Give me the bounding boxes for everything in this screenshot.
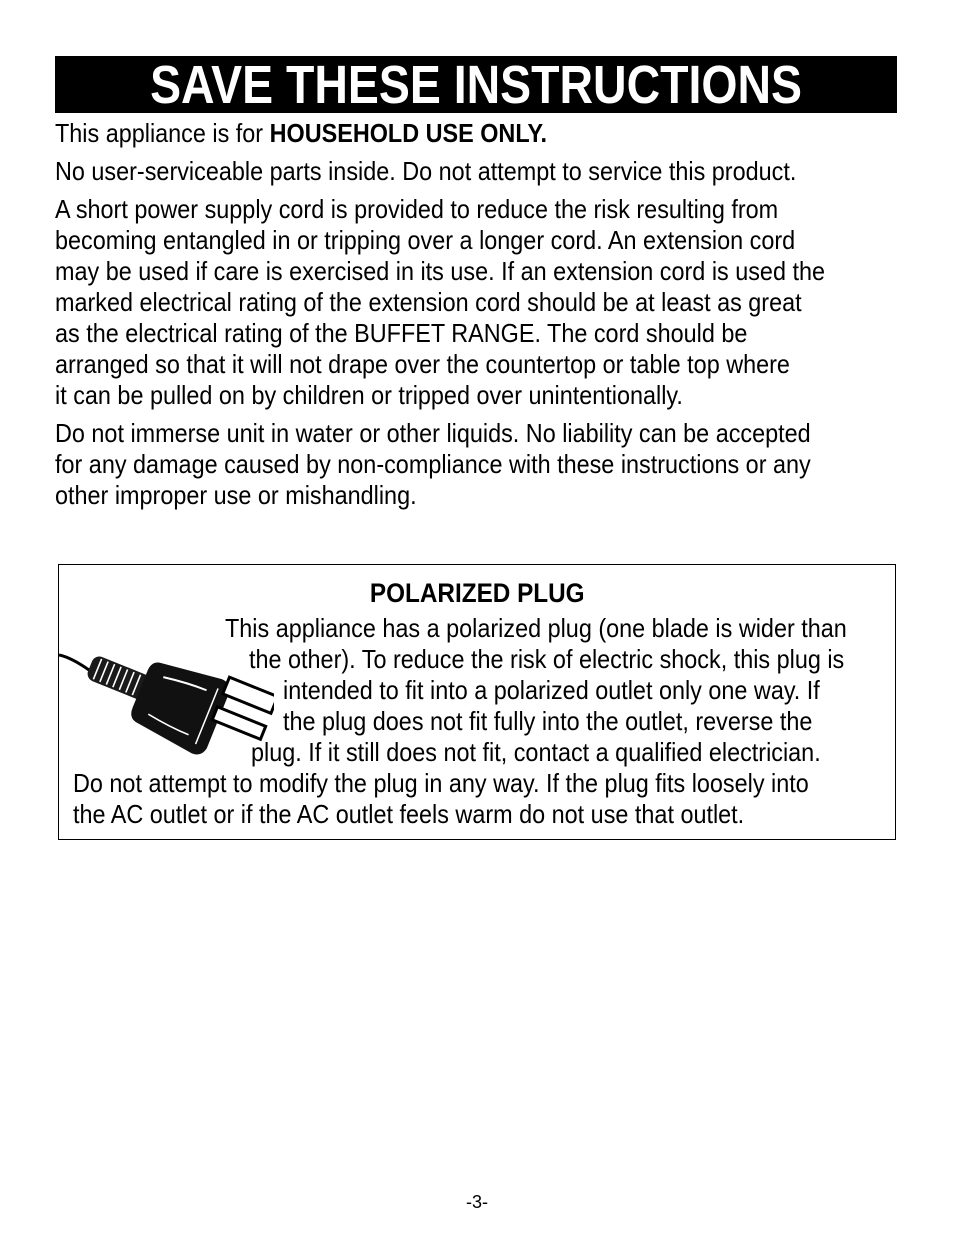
cord-line: may be used if care is exercised in its use. If an extension cord is used the [55, 256, 826, 286]
immerse-paragraph [55, 418, 900, 511]
polarized-plug-heading: POLARIZED PLUG [369, 578, 585, 608]
plug-text-line: the other). To reduce the risk of electric shock, this plug is [249, 644, 845, 674]
household-paragraph [55, 118, 900, 149]
plug-text-line: This appliance has a polarized plug (one blade is wider than [225, 613, 847, 643]
service-paragraph [55, 156, 900, 187]
page-title: SAVE THESE INSTRUCTIONS [150, 54, 802, 115]
polarized-plug-box [58, 564, 896, 840]
title-banner [55, 56, 897, 113]
household-prefix: This appliance is for [55, 118, 270, 148]
plug-text-line: intended to fit into a polarized outlet only one way. If [283, 675, 820, 705]
cord-paragraph [55, 194, 900, 411]
cord-line: A short power supply cord is provided to reduce the risk resulting from [55, 194, 779, 224]
instructions-body [55, 118, 900, 518]
plug-text-line: plug. If it still does not fit, contact a qualified electrician. [251, 737, 821, 767]
immerse-line: for any damage caused by non-compliance with these instructions or any [55, 449, 811, 479]
immerse-line: Do not immerse unit in water or other liquids. No liability can be accepted [55, 418, 811, 448]
service-line: No user-serviceable parts inside. Do not attempt to service this product. [55, 156, 797, 186]
plug-text-line: the AC outlet or if the AC outlet feels warm do not use that outlet. [73, 799, 745, 829]
cord-line: becoming entangled in or tripping over a longer cord. An extension cord [55, 225, 796, 255]
cord-line: arranged so that it will not drape over the countertop or table top where [55, 349, 790, 379]
polarized-plug-icon [59, 635, 274, 755]
plug-text-line: Do not attempt to modify the plug in any way. If the plug fits loosely into [73, 768, 809, 798]
plug-text-line: the plug does not fit fully into the outlet, reverse the [283, 706, 813, 736]
household-bold: HOUSEHOLD USE ONLY. [269, 118, 548, 148]
cord-line: marked electrical rating of the extension cord should be at least as great [55, 287, 802, 317]
immerse-line: other improper use or mishandling. [55, 480, 417, 510]
page-number: -3- [466, 1192, 488, 1212]
cord-line: it can be pulled on by children or tripped over unintentionally. [55, 380, 683, 410]
cord-line: as the electrical rating of the BUFFET RANGE. The cord should be [55, 318, 748, 348]
